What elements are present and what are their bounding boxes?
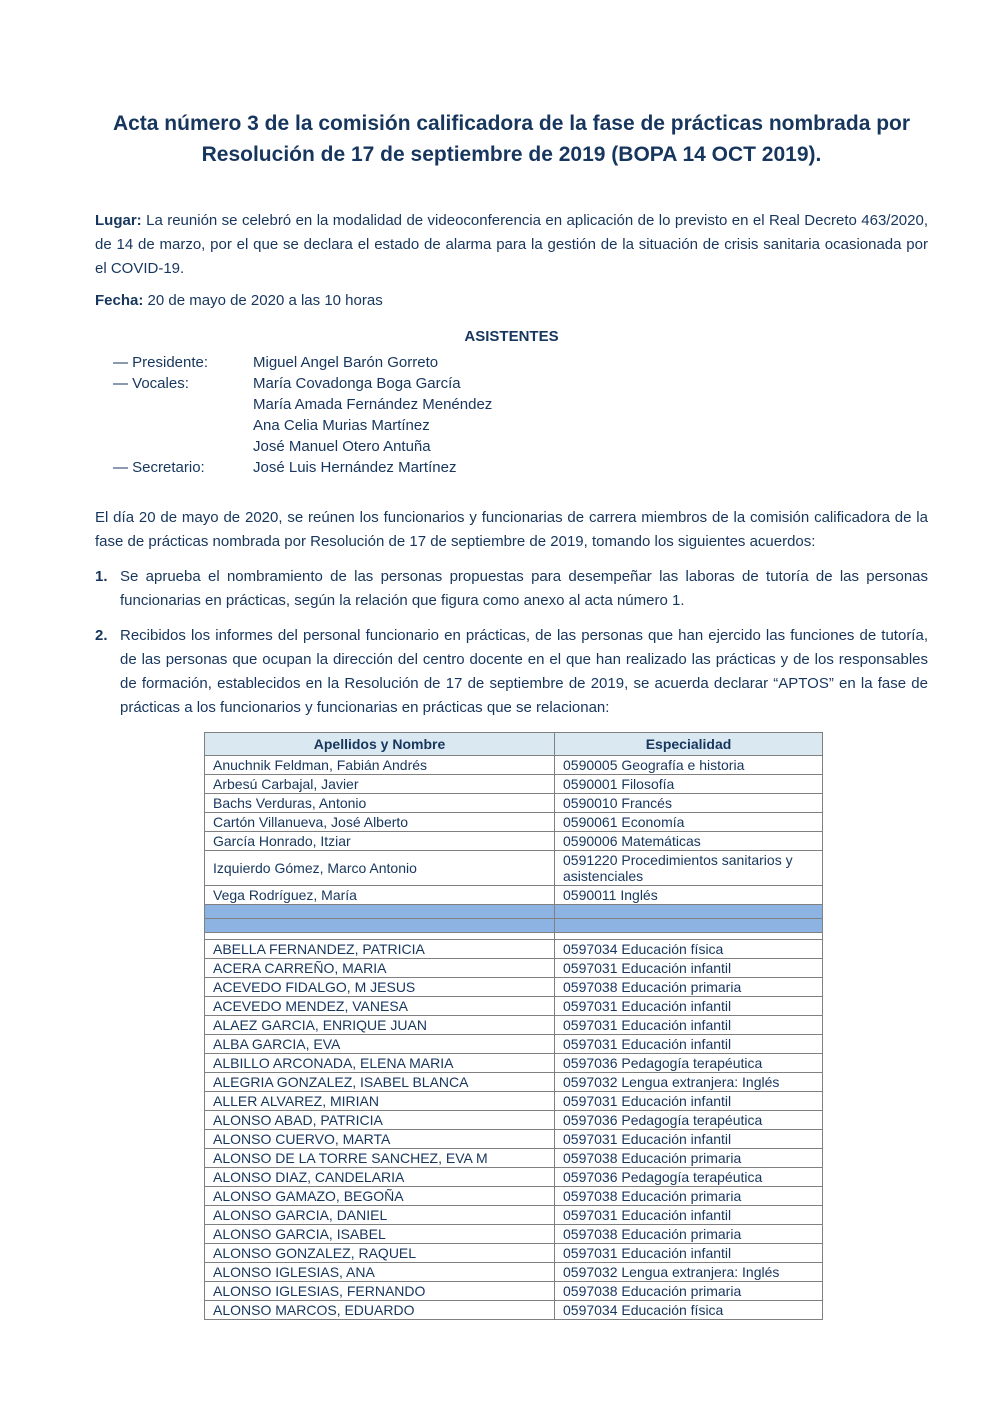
cell-apellidos: ALONSO GONZALEZ, RAQUEL [205,1244,555,1263]
table-row [205,1301,823,1320]
table-row [205,1244,823,1263]
cell-apellidos: ALEGRIA GONZALEZ, ISABEL BLANCA [205,1073,555,1092]
table-row [205,1282,823,1301]
attendee-row [113,436,928,457]
attendee-role: — Presidente: [113,354,209,371]
page-title: Acta número 3 de la comisión calificadora de la fase de prácticas nombrada por Resolución de 17 de septiembre de 2019 (BOPA 14 OCT 2019). [112,112,911,166]
apt-table-body [205,756,823,1320]
fecha-label: Fecha: [95,292,144,309]
attendee-name: Ana Celia Murias Martínez [253,417,430,434]
cell-apellidos: ACEVEDO FIDALGO, M JESUS [205,978,555,997]
cell-especialidad: 0597038 Educación primaria [555,1187,823,1206]
table-row [205,1054,823,1073]
table-row [205,851,823,886]
blue-row [205,905,823,919]
cell-apellidos: ALBA GARCIA, EVA [205,1035,555,1054]
table-row [205,1130,823,1149]
cell-especialidad: 0597032 Lengua extranjera: Inglés [555,1263,823,1282]
lugar-paragraph [95,209,928,281]
cell-especialidad: 0597031 Educación infantil [555,1035,823,1054]
cell-apellidos [205,933,555,940]
fecha-text: 20 de mayo de 2020 a las 10 horas [143,292,383,309]
cell-apellidos: ALONSO DE LA TORRE SANCHEZ, EVA M [205,1149,555,1168]
cell-especialidad: 0590010 Francés [555,794,823,813]
cell-especialidad: 0590001 Filosofía [555,775,823,794]
cell-especialidad: 0597038 Educación primaria [555,1282,823,1301]
intro-paragraph: El día 20 de mayo de 2020, se reúnen los funcionarios y funcionarias de carrera miembros de la comisión calificadora de la fase de prácticas nombrada por Resolución de 17 de septiembre de 2019, tomando los siguientes acuerdos: [95,509,928,550]
table-header-row [205,733,823,756]
attendee-name: José Luis Hernández Martínez [253,459,457,476]
cell-especialidad: 0597031 Educación infantil [555,997,823,1016]
table-row [205,1016,823,1035]
cell-especialidad: 0597036 Pedagogía terapéutica [555,1168,823,1187]
cell-especialidad: 0597031 Educación infantil [555,1244,823,1263]
cell-apellidos: Izquierdo Gómez, Marco Antonio [205,851,555,886]
cell-apellidos: ALONSO GAMAZO, BEGOÑA [205,1187,555,1206]
acuerdo-text: Se aprueba el nombramiento de las personas propuestas para desempeñar las laboras de tutoría de las personas funcionarias en prácticas, según la relación que figura como anexo al acta número 1. [120,568,928,609]
cell-especialidad: 0597031 Educación infantil [555,1130,823,1149]
cell-especialidad: 0597036 Pedagogía terapéutica [555,1111,823,1130]
cell-apellidos: Vega Rodríguez, María [205,886,555,905]
acuerdo-item-1 [95,565,928,613]
table-row [205,1111,823,1130]
table-row [205,775,823,794]
attendee-role [113,394,253,415]
cell-especialidad: 0597038 Educación primaria [555,978,823,997]
attendee-role: — Secretario: [113,459,205,476]
attendee-row [113,394,928,415]
table-row [205,1149,823,1168]
cell-especialidad: 0590005 Geografía e historia [555,756,823,775]
cell-apellidos: ALONSO IGLESIAS, ANA [205,1263,555,1282]
cell-especialidad [555,919,823,933]
column-header-apellidos: Apellidos y Nombre [205,733,555,756]
cell-especialidad [555,905,823,919]
fecha-paragraph [95,289,928,313]
cell-especialidad: 0597031 Educación infantil [555,1206,823,1225]
table-row [205,886,823,905]
cell-especialidad: 0597031 Educación infantil [555,1092,823,1111]
table-row [205,794,823,813]
table-row [205,1035,823,1054]
cell-especialidad: 0590006 Matemáticas [555,832,823,851]
cell-apellidos [205,905,555,919]
cell-especialidad: 0590011 Inglés [555,886,823,905]
aptos-table [204,732,823,1320]
cell-apellidos: Arbesú Carbajal, Javier [205,775,555,794]
blue-row [205,919,823,933]
table-row [205,813,823,832]
cell-apellidos [205,919,555,933]
table-row [205,997,823,1016]
cell-apellidos: ALONSO ABAD, PATRICIA [205,1111,555,1130]
acuerdo-text: Recibidos los informes del personal funcionario en prácticas, de las personas que han ejercido las funciones de tutoría, de las personas que ocupan la dirección del centro docente en el que han realizado las prácticas y de los responsables de formación, establecidos en la Resolución de 17 de septiembre de 2019, se acuerda declarar “APTOS” en la fase de prácticas a los funcionarios y funcionarias en prácticas que se relacionan: [120,627,928,716]
cell-especialidad: 0597034 Educación física [555,1301,823,1320]
cell-apellidos: ALONSO GARCIA, DANIEL [205,1206,555,1225]
table-row [205,756,823,775]
cell-apellidos: Cartón Villanueva, José Alberto [205,813,555,832]
table-row [205,940,823,959]
cell-especialidad: 0597038 Educación primaria [555,1225,823,1244]
table-row [205,1073,823,1092]
cell-apellidos: ACEVEDO MENDEZ, VANESA [205,997,555,1016]
lugar-text: La reunión se celebró en la modalidad de videoconferencia en aplicación de lo previsto en el Real Decreto 463/2020, de 14 de marzo, por el que se declara el estado de alarma para la gestión de la situación de crisis sanitaria ocasionada por el COVID-19. [95,212,928,277]
attendee-row [113,373,928,394]
cell-especialidad: 0597036 Pedagogía terapéutica [555,1054,823,1073]
cell-especialidad [555,933,823,940]
cell-apellidos: ALAEZ GARCIA, ENRIQUE JUAN [205,1016,555,1035]
attendee-name: María Covadonga Boga García [253,375,461,392]
cell-especialidad: 0597031 Educación infantil [555,959,823,978]
attendees-list [113,352,928,478]
attendee-name: José Manuel Otero Antuña [253,438,431,455]
table-row [205,1206,823,1225]
table-row [205,1092,823,1111]
cell-apellidos: ABELLA FERNANDEZ, PATRICIA [205,940,555,959]
table-row [205,959,823,978]
cell-especialidad: 0597034 Educación física [555,940,823,959]
cell-especialidad: 0590061 Economía [555,813,823,832]
attendee-role [113,415,253,436]
asistentes-heading: ASISTENTES [464,328,559,345]
attendee-name: María Amada Fernández Menéndez [253,396,493,413]
attendee-row [113,352,928,373]
table-row [205,832,823,851]
spacer-row [205,933,823,940]
cell-apellidos: García Honrado, Itziar [205,832,555,851]
acuerdo-number: 2. [95,627,108,644]
cell-especialidad: 0591220 Procedimientos sanitarios y asistenciales [555,851,823,886]
cell-apellidos: ALONSO MARCOS, EDUARDO [205,1301,555,1320]
column-header-especialidad: Especialidad [555,733,823,756]
attendee-name: Miguel Angel Barón Gorreto [253,354,439,371]
cell-apellidos: ACERA CARREÑO, MARIA [205,959,555,978]
attendee-role [113,436,253,457]
cell-especialidad: 0597038 Educación primaria [555,1149,823,1168]
cell-especialidad: 0597032 Lengua extranjera: Inglés [555,1073,823,1092]
cell-apellidos: ALLER ALVAREZ, MIRIAN [205,1092,555,1111]
cell-apellidos: ALONSO IGLESIAS, FERNANDO [205,1282,555,1301]
cell-apellidos: Bachs Verduras, Antonio [205,794,555,813]
cell-apellidos: ALONSO DIAZ, CANDELARIA [205,1168,555,1187]
cell-apellidos: ALONSO GARCIA, ISABEL [205,1225,555,1244]
cell-apellidos: Anuchnik Feldman, Fabián Andrés [205,756,555,775]
cell-apellidos: ALONSO CUERVO, MARTA [205,1130,555,1149]
attendee-row [113,457,928,478]
cell-apellidos: ALBILLO ARCONADA, ELENA MARIA [205,1054,555,1073]
table-row [205,978,823,997]
cell-especialidad: 0597031 Educación infantil [555,1016,823,1035]
table-row [205,1225,823,1244]
acuerdo-number: 1. [95,568,108,585]
lugar-label: Lugar: [95,212,142,229]
attendee-row [113,415,928,436]
attendee-role: — Vocales: [113,375,189,392]
table-row [205,1263,823,1282]
acuerdo-item-2 [95,624,928,720]
table-row [205,1187,823,1206]
table-row [205,1168,823,1187]
